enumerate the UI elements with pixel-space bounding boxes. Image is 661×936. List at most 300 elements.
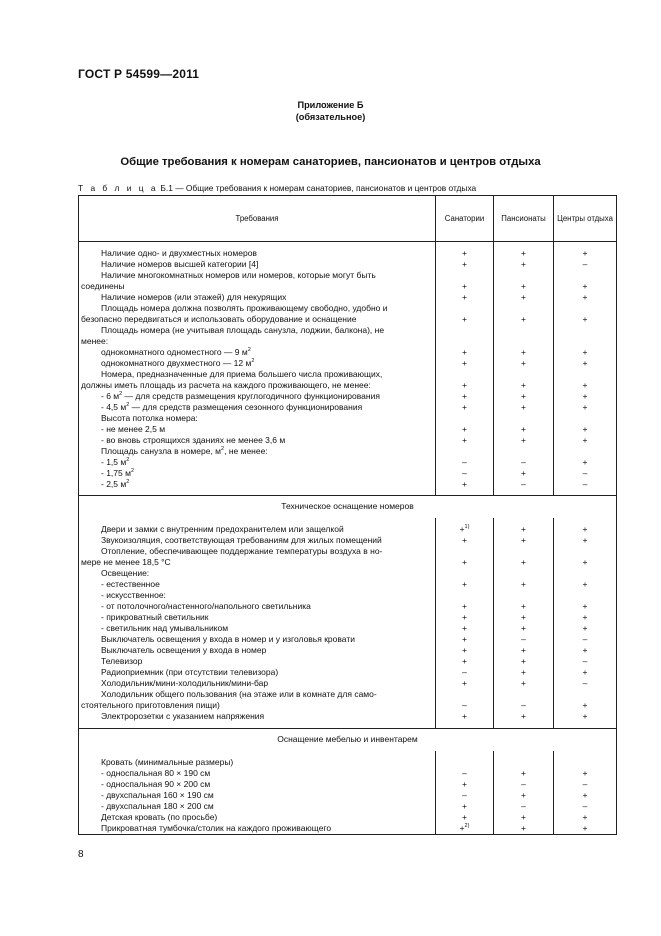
boarding-houses-mark xyxy=(494,535,554,546)
boarding-houses-mark xyxy=(494,303,554,325)
requirement-cell xyxy=(79,656,436,667)
boarding-houses-mark xyxy=(494,435,554,446)
column-header-boarding-houses: Пансионаты xyxy=(494,196,554,242)
recreation-centers-mark xyxy=(554,391,617,402)
mark-value: + xyxy=(521,557,526,567)
column-header-recreation-centers: Центры отдыха xyxy=(554,196,617,242)
sanatoriums-mark xyxy=(436,590,494,601)
recreation-centers-mark xyxy=(554,535,617,546)
requirement-cell xyxy=(79,292,436,303)
mark-value: + xyxy=(462,656,467,666)
recreation-centers-mark xyxy=(554,757,617,768)
recreation-centers-mark xyxy=(554,292,617,303)
recreation-centers-mark xyxy=(554,768,617,779)
boarding-houses-mark xyxy=(494,667,554,678)
mark-value: – xyxy=(521,778,526,789)
recreation-centers-mark xyxy=(554,413,617,424)
requirement-cell xyxy=(79,823,436,835)
sanatoriums-mark xyxy=(436,535,494,546)
table-row xyxy=(79,590,617,601)
column-header-requirements: Требования xyxy=(79,196,436,242)
recreation-centers-mark xyxy=(554,402,617,413)
mark-value: – xyxy=(462,700,467,710)
mark-value: + xyxy=(521,313,526,324)
sanatoriums-mark xyxy=(436,645,494,656)
requirement-cell xyxy=(79,645,436,656)
boarding-houses-mark xyxy=(494,259,554,270)
mark-value: + xyxy=(521,811,526,822)
sanatoriums-mark xyxy=(436,358,494,369)
mark-value: + xyxy=(582,811,588,822)
mark-value: – xyxy=(582,778,588,789)
sanatoriums-mark xyxy=(436,623,494,634)
sanatoriums-mark xyxy=(436,634,494,645)
mark-value: + xyxy=(521,789,526,800)
table-row xyxy=(79,579,617,590)
mark-value: + xyxy=(462,711,467,721)
recreation-centers-mark xyxy=(554,601,617,612)
boarding-houses-mark xyxy=(494,812,554,823)
mark-value: + xyxy=(462,280,467,291)
mark-value: + xyxy=(582,247,588,258)
boarding-houses-mark xyxy=(494,801,554,812)
mark-value: + xyxy=(521,379,526,390)
mark-value: + xyxy=(521,667,526,677)
recreation-centers-mark xyxy=(554,812,617,823)
mark-value xyxy=(554,757,616,768)
requirement-text: - 6 $м^2$ — для средств размещения круглогодичного функционирования xyxy=(101,390,380,401)
requirement-text: Звукоизоляция, соответствующая требованиям для жилых помещений xyxy=(101,535,382,545)
recreation-centers-mark xyxy=(554,424,617,435)
boarding-houses-mark xyxy=(494,656,554,667)
table-row xyxy=(79,711,617,722)
recreation-centers-mark xyxy=(554,325,617,347)
table-row xyxy=(79,535,617,546)
sanatoriums-mark xyxy=(436,292,494,303)
requirement-cell xyxy=(79,524,436,535)
sanatoriums-mark xyxy=(436,757,494,768)
recreation-centers-mark xyxy=(554,667,617,678)
table-row xyxy=(79,790,617,801)
table-row xyxy=(79,259,617,270)
requirement-text: Наличие номеров (или этажей) для некурящих xyxy=(101,291,287,302)
mark-value: + xyxy=(582,390,588,401)
boarding-houses-mark xyxy=(494,457,554,468)
sanatoriums-mark xyxy=(436,790,494,801)
mark-value xyxy=(554,336,616,347)
mark-value: + xyxy=(582,645,588,655)
table-row xyxy=(79,270,617,292)
mark-value: + xyxy=(462,390,467,401)
sanatoriums-mark xyxy=(436,612,494,623)
mark-value: + xyxy=(582,313,588,324)
mark-value: + xyxy=(462,601,467,611)
boarding-houses-mark xyxy=(494,391,554,402)
boarding-houses-mark xyxy=(494,711,554,722)
requirement-cell xyxy=(79,303,436,325)
requirement-cell xyxy=(79,689,436,711)
table-caption-prefix: Т а б л и ц а xyxy=(78,183,159,193)
mark-value: – xyxy=(462,456,467,467)
requirement-cell xyxy=(79,623,436,634)
mark-value: + xyxy=(462,678,467,688)
requirement-text: - не менее 2,5 м xyxy=(101,423,166,434)
table-row xyxy=(79,801,617,812)
sanatoriums-mark xyxy=(436,579,494,590)
sanatoriums-mark xyxy=(436,768,494,779)
requirement-text: - светильник над умывальником xyxy=(101,623,229,633)
requirement-cell xyxy=(79,325,436,347)
mark-value: – xyxy=(462,667,467,677)
mark-value: + xyxy=(521,656,526,666)
requirement-cell xyxy=(79,801,436,812)
main-title: Общие требования к номерам санаториев, пансионатов и центров отдыха xyxy=(120,156,541,168)
boarding-houses-mark xyxy=(494,325,554,347)
mark-value: + xyxy=(462,623,467,633)
recreation-centers-mark xyxy=(554,270,617,292)
requirement-cell xyxy=(79,612,436,623)
mark-value: + xyxy=(521,822,526,833)
requirement-cell xyxy=(79,270,436,292)
requirement-text: Двери и замки с внутренним предохранителем или защелкой xyxy=(101,524,344,534)
recreation-centers-mark xyxy=(554,358,617,369)
sanatoriums-mark xyxy=(436,479,494,490)
boarding-houses-mark xyxy=(494,645,554,656)
boarding-houses-mark xyxy=(494,292,554,303)
mark-value: – xyxy=(582,678,588,688)
mark-value: – xyxy=(521,700,526,710)
mark-value: + xyxy=(521,280,526,291)
recreation-centers-mark xyxy=(554,790,617,801)
mark-value: – xyxy=(462,789,467,800)
mark-value: + xyxy=(462,634,467,644)
mark-value: + xyxy=(462,247,467,258)
mark-value: + xyxy=(582,346,588,357)
requirement-text: - искусственное: xyxy=(101,590,166,600)
mark-value: + xyxy=(462,401,467,412)
mark-value: – xyxy=(582,800,588,811)
requirement-cell xyxy=(79,347,436,358)
boarding-houses-mark xyxy=(494,546,554,568)
mark-value: + xyxy=(521,247,526,258)
mark-value: + xyxy=(582,601,588,611)
requirement-text: безопасно передвигаться и использовать оборудование и оснащение xyxy=(81,313,357,324)
table-row xyxy=(79,325,617,347)
mark-value: + xyxy=(582,623,588,633)
requirement-cell xyxy=(79,535,436,546)
requirement-cell xyxy=(79,590,436,601)
requirement-text: Выключатель освещения у входа в номер и у изголовья кровати xyxy=(101,634,355,644)
sanatoriums-mark xyxy=(436,369,494,391)
requirement-text: - 4,5 $м^2$ — для средств размещения сезонного функционирования xyxy=(101,401,363,412)
requirement-text: Площадь номера (не учитывая площадь санузла, лоджии, балкона), не xyxy=(101,324,385,335)
requirement-text: - 1,5 $м^2$ xyxy=(101,456,130,467)
table-row xyxy=(79,479,617,490)
boarding-houses-mark xyxy=(494,790,554,801)
requirement-text: Холодильник общего пользования (на этаже или в комнате для само- xyxy=(101,689,377,699)
requirement-text: - прикроватный светильник xyxy=(101,612,209,622)
table-row xyxy=(79,812,617,823)
requirements-table xyxy=(78,195,617,835)
mark-value: + xyxy=(582,535,588,545)
mark-value xyxy=(554,446,616,457)
sanatoriums-mark xyxy=(436,601,494,612)
mark-value xyxy=(494,413,553,424)
table-body xyxy=(79,242,617,835)
boarding-houses-mark xyxy=(494,524,554,535)
section-header-row xyxy=(79,496,617,519)
sanatoriums-mark xyxy=(436,435,494,446)
requirement-text: Радиоприемник (при отсутствии телевизора) xyxy=(101,667,279,677)
recreation-centers-mark xyxy=(554,612,617,623)
requirement-text: Номера, предназначенные для приема большего числа проживающих, xyxy=(101,368,383,379)
mark-value: + xyxy=(582,379,588,390)
mark-value: + xyxy=(462,478,467,489)
requirement-cell xyxy=(79,568,436,579)
mark-value: + xyxy=(462,357,467,368)
requirement-text: Выключатель освещения у входа в номер xyxy=(101,645,267,655)
mark-value: – xyxy=(462,767,467,778)
recreation-centers-mark xyxy=(554,468,617,479)
requirement-text: - во вновь строящихся зданиях не менее 3,6 м xyxy=(101,434,286,445)
mark-value: + xyxy=(462,535,467,545)
mark-value: + xyxy=(462,423,467,434)
appendix-heading xyxy=(0,99,661,123)
mark-value xyxy=(554,413,616,424)
recreation-centers-mark xyxy=(554,259,617,270)
requirement-text: Освещение: xyxy=(101,568,150,578)
requirement-cell xyxy=(79,667,436,678)
requirement-text: Телевизор xyxy=(101,656,143,666)
requirement-cell xyxy=(79,413,436,424)
mark-value xyxy=(494,336,553,347)
requirement-text: - двухспальная 160 × 190 см xyxy=(101,789,214,800)
table-row xyxy=(79,623,617,634)
mark-value: + xyxy=(582,423,588,434)
recreation-centers-mark xyxy=(554,656,617,667)
boarding-houses-mark xyxy=(494,568,554,579)
boarding-houses-mark xyxy=(494,579,554,590)
requirement-text: Наличие номеров высшей категории [4] xyxy=(101,258,259,269)
table-row xyxy=(79,435,617,446)
recreation-centers-mark xyxy=(554,435,617,446)
mark-value xyxy=(494,590,553,601)
table-row xyxy=(79,358,617,369)
sanatoriums-mark xyxy=(436,259,494,270)
mark-value: – xyxy=(521,800,526,811)
recreation-centers-mark xyxy=(554,457,617,468)
table-row xyxy=(79,601,617,612)
mark-value: + xyxy=(521,711,526,721)
mark-value: + xyxy=(521,390,526,401)
requirement-text: Отопление, обеспечивающее поддержание температуры воздуха в но- xyxy=(101,546,383,556)
requirement-cell xyxy=(79,768,436,779)
mark-value: + xyxy=(521,535,526,545)
requirement-text: - двухспальная 180 × 200 см xyxy=(101,800,214,811)
requirement-text: Площадь номера должна позволять проживающему свободно, удобно и xyxy=(101,302,388,313)
recreation-centers-mark xyxy=(554,645,617,656)
requirement-text: - от потолочного/настенного/напольного светильника xyxy=(101,601,311,611)
mark-value: + xyxy=(582,401,588,412)
mark-value xyxy=(554,590,616,601)
mark-value: + xyxy=(462,800,467,811)
recreation-centers-mark xyxy=(554,711,617,722)
table-row xyxy=(79,546,617,568)
mark-value: + xyxy=(462,291,467,302)
requirement-text: соединены xyxy=(81,280,125,291)
mark-value: + xyxy=(521,291,526,302)
mark-value: + xyxy=(521,645,526,655)
table-row xyxy=(79,303,617,325)
boarding-houses-mark xyxy=(494,634,554,645)
sanatoriums-mark xyxy=(436,270,494,292)
requirement-cell xyxy=(79,358,436,369)
requirement-text: - 2,5 $м^2$ xyxy=(101,478,130,489)
table-caption-text: Б.1 — Общие требования к номерам санаториев, пансионатов и центров отдыха xyxy=(160,183,477,193)
recreation-centers-mark xyxy=(554,446,617,457)
table-row xyxy=(79,779,617,790)
boarding-houses-mark xyxy=(494,779,554,790)
boarding-houses-mark xyxy=(494,402,554,413)
recreation-centers-mark xyxy=(554,590,617,601)
table-row xyxy=(79,656,617,667)
requirement-cell xyxy=(79,369,436,391)
mark-value: + xyxy=(582,711,588,721)
document-id: ГОСТ Р 54599—2011 xyxy=(78,67,200,81)
requirement-text: - односпальная 90 × 200 см xyxy=(101,778,211,789)
mark-value: + xyxy=(521,467,526,478)
mark-value: + xyxy=(521,579,526,589)
requirement-text: - 1,75 $м^2$ xyxy=(101,467,135,478)
requirement-text: менее: xyxy=(81,335,109,346)
table-row xyxy=(79,768,617,779)
mark-value: + xyxy=(521,357,526,368)
mark-value: + xyxy=(582,612,588,622)
mark-value xyxy=(554,568,616,579)
sanatoriums-mark xyxy=(436,711,494,722)
mark-value: + xyxy=(462,645,467,655)
boarding-houses-mark xyxy=(494,623,554,634)
requirement-cell xyxy=(79,479,436,490)
boarding-houses-mark xyxy=(494,270,554,292)
sanatoriums-mark xyxy=(436,779,494,790)
requirement-cell xyxy=(79,711,436,722)
recreation-centers-mark xyxy=(554,568,617,579)
requirement-text: Наличие одно- и двухместных номеров xyxy=(101,247,257,258)
mark-value: + xyxy=(521,623,526,633)
boarding-houses-mark xyxy=(494,678,554,689)
recreation-centers-mark xyxy=(554,689,617,711)
requirement-text: должны иметь площадь из расчета на каждого проживающего, не менее: xyxy=(81,379,371,390)
mark-value: + xyxy=(462,557,467,567)
boarding-houses-mark xyxy=(494,248,554,259)
table-row xyxy=(79,823,617,835)
boarding-houses-mark xyxy=(494,479,554,490)
mark-value: + xyxy=(462,346,467,357)
table-row xyxy=(79,634,617,645)
mark-value: + xyxy=(462,612,467,622)
page-number: 8 xyxy=(78,849,84,860)
mark-value: + xyxy=(521,612,526,622)
boarding-houses-mark xyxy=(494,424,554,435)
requirement-text: Электророзетки с указанием напряжения xyxy=(101,711,265,721)
mark-value xyxy=(436,413,493,424)
mark-value: +$^{2)}$ xyxy=(459,822,470,833)
mark-value: – xyxy=(582,258,588,269)
requirement-text: однокомнатного двухместного — 12 $м^2$ xyxy=(101,357,255,368)
table-row xyxy=(79,757,617,768)
mark-value: – xyxy=(521,456,526,467)
mark-value: + xyxy=(582,579,588,589)
sanatoriums-mark xyxy=(436,568,494,579)
table-caption xyxy=(78,183,476,193)
mark-value: + xyxy=(521,258,526,269)
mark-value: – xyxy=(582,634,588,644)
section-header-row xyxy=(79,728,617,751)
mark-value: – xyxy=(582,467,588,478)
mark-value: + xyxy=(462,434,467,445)
requirement-cell xyxy=(79,678,436,689)
sanatoriums-mark xyxy=(436,424,494,435)
table-row xyxy=(79,678,617,689)
table-row xyxy=(79,689,617,711)
mark-value xyxy=(494,568,553,579)
table-row xyxy=(79,424,617,435)
mark-value: – xyxy=(521,634,526,644)
boarding-houses-mark xyxy=(494,590,554,601)
boarding-houses-mark xyxy=(494,358,554,369)
boarding-houses-mark xyxy=(494,413,554,424)
recreation-centers-mark xyxy=(554,678,617,689)
mark-value: + xyxy=(462,258,467,269)
mark-value: + xyxy=(521,678,526,688)
sanatoriums-mark xyxy=(436,391,494,402)
recreation-centers-mark xyxy=(554,347,617,358)
recreation-centers-mark xyxy=(554,634,617,645)
requirement-cell xyxy=(79,757,436,768)
table-row xyxy=(79,369,617,391)
recreation-centers-mark xyxy=(554,779,617,790)
mark-value: + xyxy=(521,423,526,434)
requirement-text: стоятельного приготовления пищи) xyxy=(81,700,220,710)
mark-value: + xyxy=(582,700,588,710)
recreation-centers-mark xyxy=(554,369,617,391)
sanatoriums-mark xyxy=(436,689,494,711)
table-row xyxy=(79,402,617,413)
mark-value: + xyxy=(582,434,588,445)
requirement-text: однокомнатного одноместного — 9 $м^2$ xyxy=(101,346,251,357)
table-row xyxy=(79,524,617,535)
mark-value xyxy=(494,446,553,457)
table-row xyxy=(79,468,617,479)
sanatoriums-mark xyxy=(436,812,494,823)
requirement-cell xyxy=(79,391,436,402)
recreation-centers-mark xyxy=(554,823,617,835)
boarding-houses-mark xyxy=(494,823,554,835)
mark-value: – xyxy=(462,467,467,478)
sanatoriums-mark xyxy=(436,248,494,259)
mark-value: + xyxy=(462,313,467,324)
sanatoriums-mark xyxy=(436,678,494,689)
recreation-centers-mark xyxy=(554,303,617,325)
mark-value xyxy=(436,446,493,457)
requirement-cell xyxy=(79,435,436,446)
recreation-centers-mark xyxy=(554,479,617,490)
mark-value xyxy=(436,568,493,579)
boarding-houses-mark xyxy=(494,689,554,711)
mark-value: + xyxy=(462,579,467,589)
mark-value: + xyxy=(582,767,588,778)
